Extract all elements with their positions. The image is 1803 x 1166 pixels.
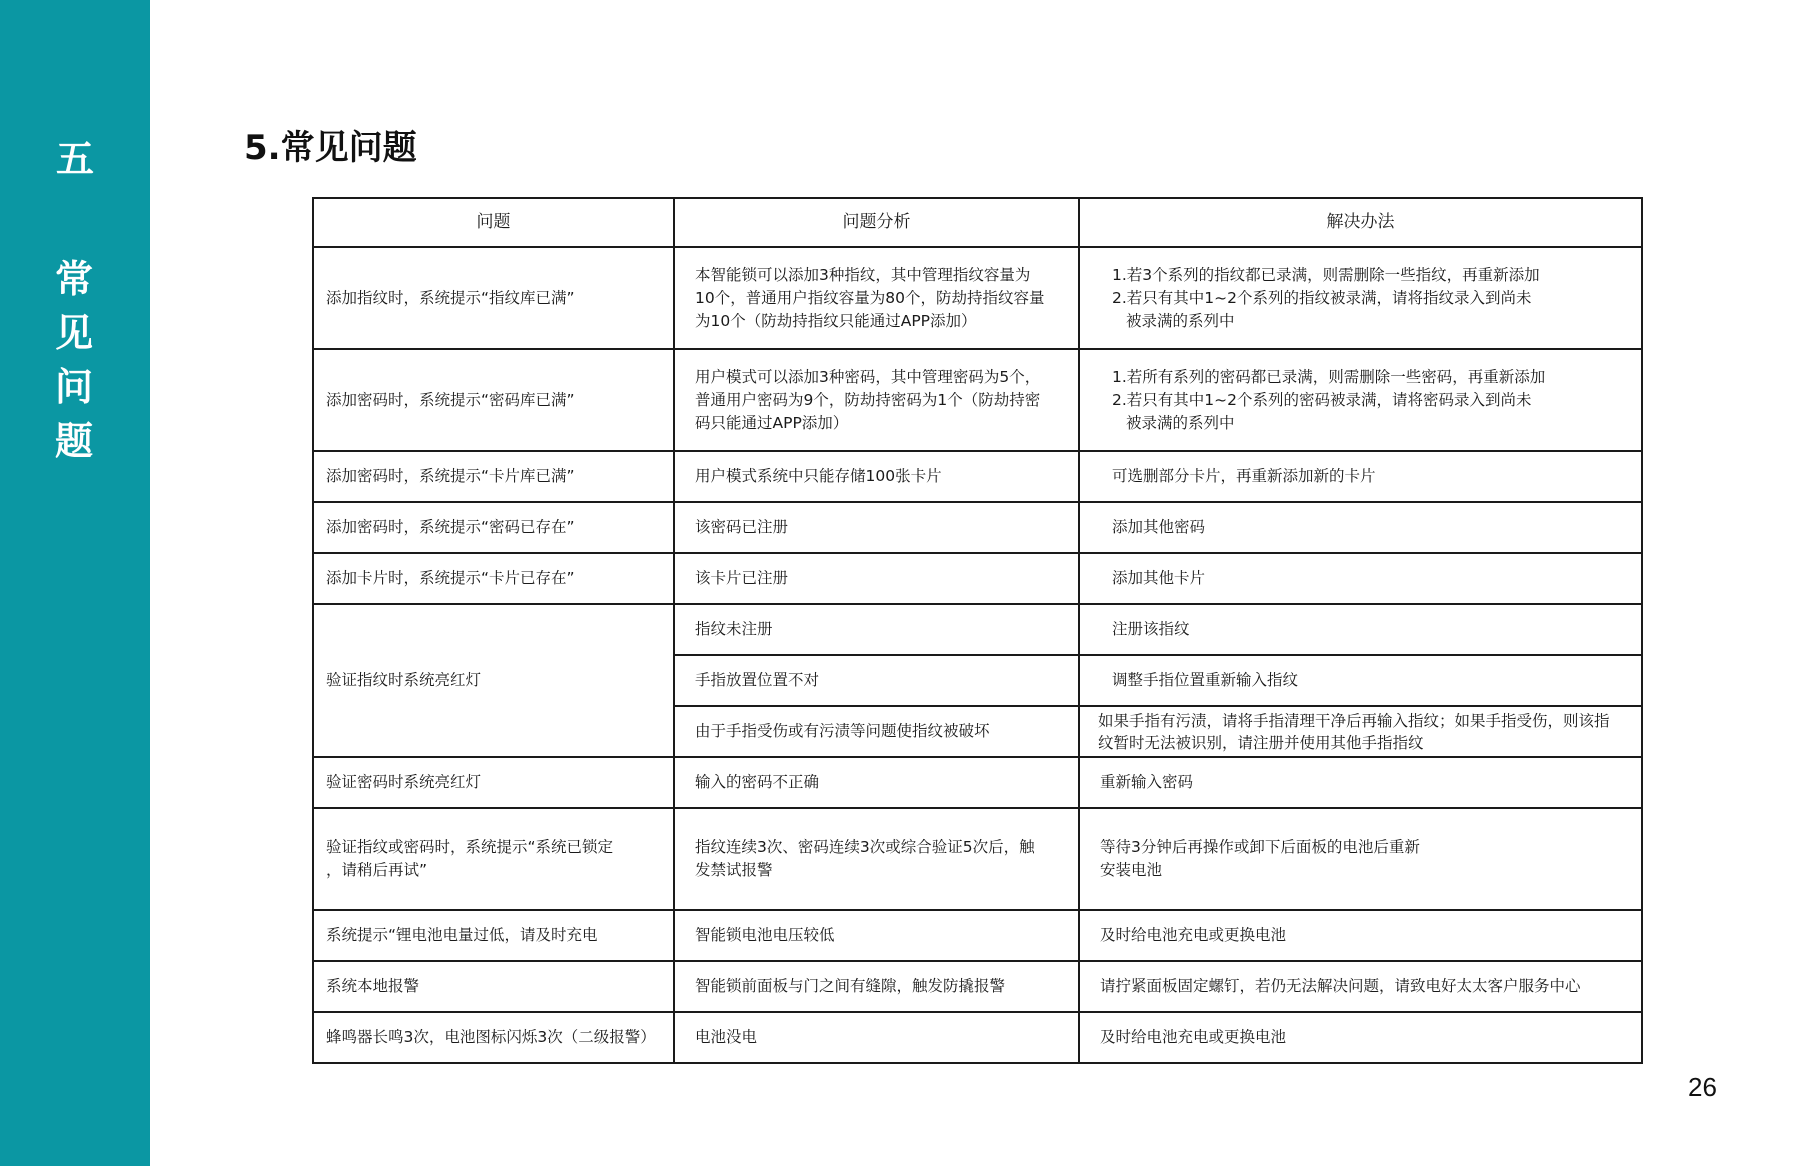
analysis-cell: 该密码已注册 — [674, 502, 1079, 553]
solution-cell: 注册该指纹 — [1079, 604, 1642, 655]
solution-cell — [1079, 808, 1642, 910]
chapter-title-char: 常 — [54, 257, 95, 301]
solution-line: 被录满的系列中 — [1126, 413, 1235, 432]
analysis-cell: 手指放置位置不对 — [674, 655, 1079, 706]
table-row — [313, 604, 1642, 655]
problem-cell: 验证指纹时系统亮红灯 — [313, 604, 674, 757]
solution-line: 1.若所有系列的密码都已录满，则需删除一些密码，再重新添加 — [1112, 367, 1546, 386]
solution-cell: 添加其他卡片 — [1079, 553, 1642, 604]
analysis-cell — [674, 349, 1079, 451]
solution-cell: 重新输入密码 — [1079, 757, 1642, 808]
analysis-cell: 指纹未注册 — [674, 604, 1079, 655]
analysis-cell — [674, 247, 1079, 349]
solution-line: 如果手指有污渍，请将手指清理干净后再输入指纹；如果手指受伤，则该指 — [1098, 711, 1610, 730]
header-problem: 问题 — [313, 198, 674, 247]
analysis-line: 为10个（防劫持指纹只能通过APP添加） — [695, 311, 977, 330]
table-row — [313, 1012, 1642, 1063]
solution-line: 纹暂时无法被识别，请注册并使用其他手指指纹 — [1098, 733, 1424, 752]
chapter-title — [0, 252, 150, 468]
analysis-cell: 由于手指受伤或有污渍等问题使指纹被破坏 — [674, 706, 1079, 757]
problem-line: 验证指纹或密码时，系统提示“系统已锁定 — [326, 838, 614, 856]
solution-cell: 及时给电池充电或更换电池 — [1079, 910, 1642, 961]
analysis-line: 码只能通过APP添加） — [695, 413, 849, 432]
problem-cell: 添加卡片时，系统提示“卡片已存在” — [313, 553, 674, 604]
solution-line: 2.若只有其中1~2个系列的密码被录满，请将密码录入到尚未 — [1112, 390, 1532, 409]
analysis-cell — [674, 808, 1079, 910]
problem-cell: 系统提示“锂电池电量过低，请及时充电 — [313, 910, 674, 961]
solution-cell — [1079, 247, 1642, 349]
table-row — [313, 757, 1642, 808]
solution-line: 安装电池 — [1100, 861, 1163, 879]
problem-cell: 系统本地报警 — [313, 961, 674, 1012]
solution-line: 等待3分钟后再操作或卸下后面板的电池后重新 — [1100, 838, 1420, 856]
problem-cell: 添加密码时，系统提示“密码库已满” — [313, 349, 674, 451]
header-solution: 解决办法 — [1079, 198, 1642, 247]
table-header-row — [313, 198, 1642, 247]
solution-line: 1.若3个系列的指纹都已录满，则需删除一些指纹，再重新添加 — [1112, 265, 1540, 284]
analysis-cell: 电池没电 — [674, 1012, 1079, 1063]
table-row — [313, 349, 1642, 451]
analysis-cell: 该卡片已注册 — [674, 553, 1079, 604]
analysis-cell: 智能锁前面板与门之间有缝隙，触发防撬报警 — [674, 961, 1079, 1012]
table-row — [313, 451, 1642, 502]
table-row — [313, 502, 1642, 553]
problem-cell: 添加指纹时，系统提示“指纹库已满” — [313, 247, 674, 349]
problem-cell: 添加密码时，系统提示“卡片库已满” — [313, 451, 674, 502]
problem-cell: 验证密码时系统亮红灯 — [313, 757, 674, 808]
analysis-cell: 输入的密码不正确 — [674, 757, 1079, 808]
chapter-sidebar — [0, 0, 150, 1166]
problem-cell — [313, 808, 674, 910]
chapter-title-char: 见 — [54, 311, 95, 355]
faq-table — [312, 197, 1643, 1064]
analysis-line: 发禁试报警 — [695, 861, 773, 879]
table-row — [313, 910, 1642, 961]
solution-line: 2.若只有其中1~2个系列的指纹被录满，请将指纹录入到尚未 — [1112, 288, 1532, 307]
problem-cell: 蜂鸣器长鸣3次，电池图标闪烁3次（二级报警） — [313, 1012, 674, 1063]
solution-cell — [1079, 349, 1642, 451]
analysis-cell: 用户模式系统中只能存储100张卡片 — [674, 451, 1079, 502]
analysis-line: 普通用户密码为9个，防劫持密码为1个（防劫持密 — [695, 390, 1041, 409]
table-row — [313, 961, 1642, 1012]
chapter-number: 五 — [55, 137, 94, 181]
page-number: 26 — [1688, 1072, 1717, 1102]
solution-cell: 可选删部分卡片，再重新添加新的卡片 — [1079, 451, 1642, 502]
solution-cell — [1079, 706, 1642, 757]
analysis-line: 10个，普通用户指纹容量为80个，防劫持指纹容量 — [695, 288, 1045, 307]
table-row — [313, 808, 1642, 910]
solution-cell: 调整手指位置重新输入指纹 — [1079, 655, 1642, 706]
solution-cell: 及时给电池充电或更换电池 — [1079, 1012, 1642, 1063]
solution-line: 被录满的系列中 — [1126, 311, 1235, 330]
chapter-title-char: 题 — [54, 419, 95, 463]
solution-cell: 请拧紧面板固定螺钉，若仍无法解决问题，请致电好太太客户服务中心 — [1079, 961, 1642, 1012]
problem-line: ，请稍后再试” — [326, 861, 428, 879]
solution-cell: 添加其他密码 — [1079, 502, 1642, 553]
analysis-line: 指纹连续3次、密码连续3次或综合验证5次后，触 — [695, 838, 1035, 856]
analysis-line: 用户模式可以添加3种密码，其中管理密码为5个， — [695, 367, 1041, 386]
table-row — [313, 553, 1642, 604]
header-analysis: 问题分析 — [674, 198, 1079, 247]
table-row — [313, 247, 1642, 349]
problem-cell: 添加密码时，系统提示“密码已存在” — [313, 502, 674, 553]
page-title: 5.常见问题 — [244, 128, 417, 168]
chapter-title-char: 问 — [54, 365, 95, 409]
analysis-line: 本智能锁可以添加3种指纹，其中管理指纹容量为 — [695, 265, 1031, 284]
analysis-cell: 智能锁电池电压较低 — [674, 910, 1079, 961]
